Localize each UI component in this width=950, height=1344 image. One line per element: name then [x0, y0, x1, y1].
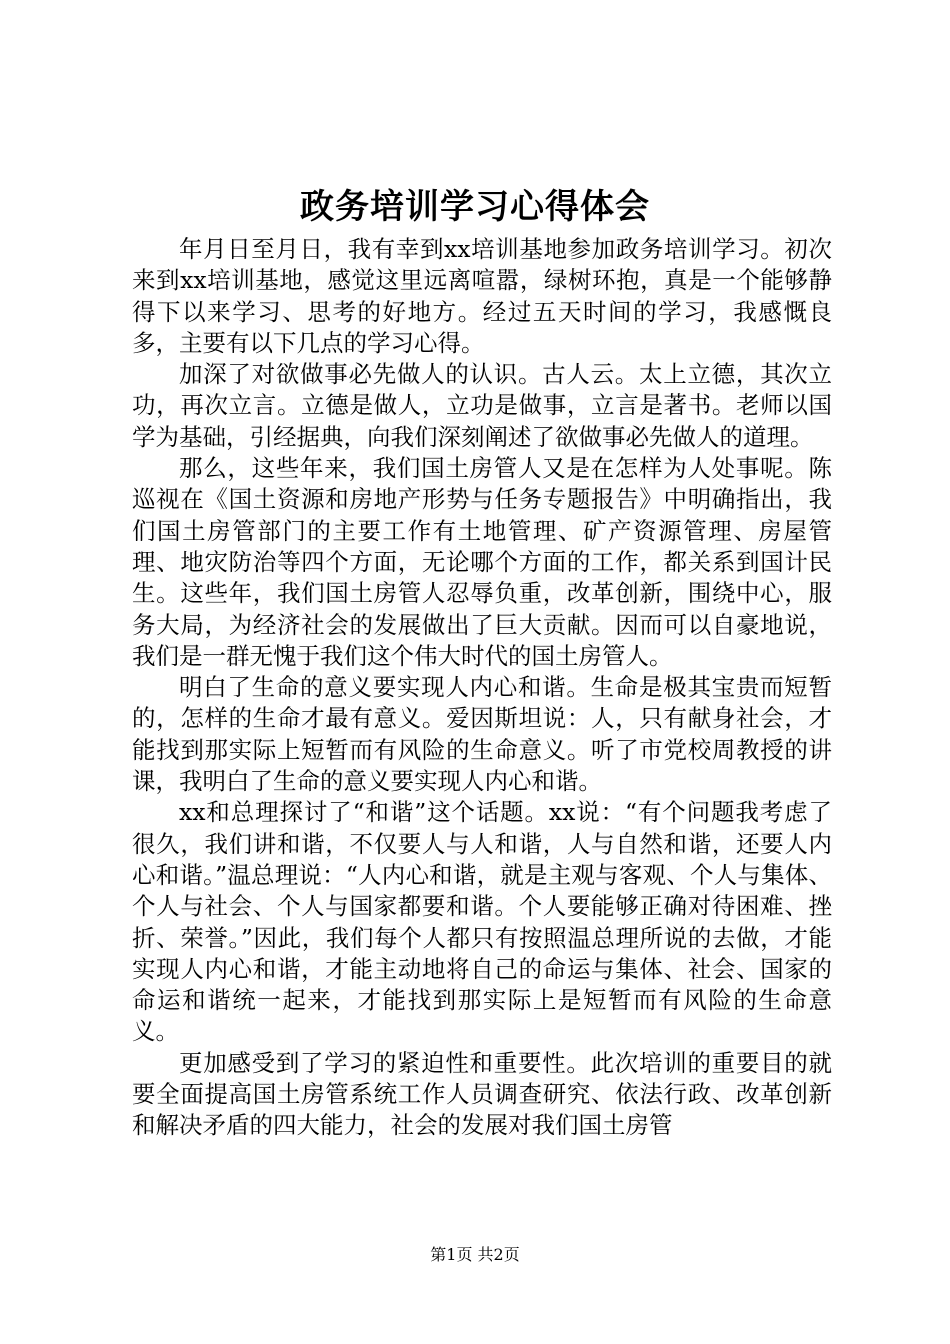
paragraph-6: 更加感受到了学习的紧迫性和重要性。此次培训的重要目的就要全面提高国土房管系统工作人员调查研究、依法行政、改革创新和解决矛盾的四大能力，社会的发展对我们国土房管: [132, 1048, 832, 1140]
page-number-footer: 第1页 共2页: [430, 1245, 520, 1264]
document-title: 政务培训学习心得体会: [300, 187, 650, 227]
paragraph-2: 加深了对欲做事必先做人的认识。古人云。太上立德，其次立功，再次立言。立德是做人，立功是做事，立言是著书。老师以国学为基础，引经据典，向我们深刻阐述了欲做事必先做人的道理。: [132, 360, 832, 451]
paragraph-3: 那么，这些年来，我们国土房管人又是在怎样为人处事呢。陈巡视在《国土资源和房地产形势与任务专题报告》中明确指出，我们国土房管部门的主要工作有土地管理、矿产资源管理、房屋管理、地灾防治等四个方面，无论哪个方面的工作，都关系到国计民生。这些年，我们国土房管人忍辱负重，改革创新，围绕中心，服务大局，为经济社会的发展做出了巨大贡献。因而可以自豪地说，我们是一群无愧于我们这个伟大时代的国土房管人。: [132, 454, 832, 670]
document-body: [132, 234, 832, 1142]
paragraph-1: 年月日至月日，我有幸到xx培训基地参加政务培训学习。初次来到xx培训基地，感觉这里远离喧嚣，绿树环抱，真是一个能够静得下以来学习、思考的好地方。经过五天时间的学习，我感慨良多，主要有以下几点的学习心得。: [132, 235, 832, 357]
paragraph-5: xx和总理探讨了“和谐”这个话题。xx说：“有个问题我考虑了很久，我们讲和谐，不仅要人与人和谐，人与自然和谐，还要人内心和谐。”温总理说：“人内心和谐，就是主观与客观、个人与集体、个人与社会、个人与国家都要和谐。个人要能够正确对待困难、挫折、荣誉。”因此，我们每个人都只有按照温总理所说的去做，才能实现人内心和谐，才能主动地将自己的命运与集体、社会、国家的命运和谐统一起来，才能找到那实际上是短暂而有风险的生命意义。: [132, 798, 832, 1046]
paragraph-4: 明白了生命的意义要实现人内心和谐。生命是极其宝贵而短暂的，怎样的生命才最有意义。爱因斯坦说：人，只有献身社会，才能找到那实际上短暂而有风险的生命意义。听了市党校周教授的讲课，我明白了生命的意义要实现人内心和谐。: [132, 673, 832, 796]
